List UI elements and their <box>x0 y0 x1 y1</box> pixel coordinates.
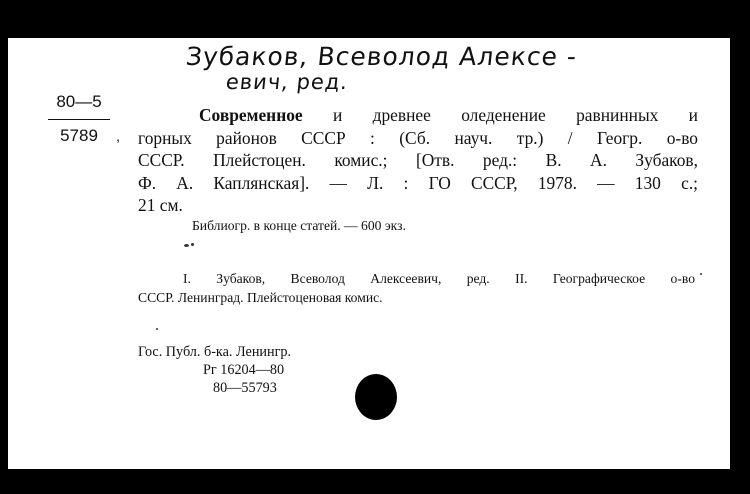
handwritten-heading-line2: евич, ред. <box>224 70 350 94</box>
library-line-1: Гос. Публ. б-ка. Ленингр. <box>138 344 292 360</box>
bibliographic-entry <box>138 104 698 217</box>
call-number <box>46 92 120 146</box>
library-line-2: Рг 16204—80 <box>203 362 285 378</box>
call-number-bottom: 5789 <box>60 126 98 145</box>
entry-line-2: горных районов СССР : (Сб. науч. тр.) / Геогр. о-во <box>138 127 698 148</box>
call-number-bottom-wrap <box>46 126 120 146</box>
punch-hole <box>355 374 397 420</box>
tracings-line-1: I. Зубаков, Всеволод Алексеевич, ред. II. Географическое о-во <box>183 271 695 286</box>
library-line-3: 80—55793 <box>213 380 277 396</box>
entry-line-3: СССР. Плейстоцен. комис.; [Отв. ред.: В. А. Зубаков, <box>138 150 698 170</box>
call-number-top: 80—5 <box>56 92 102 111</box>
ink-speck <box>191 243 194 246</box>
tracings-line-2: СССР. Ленинград. Плейстоценовая комис. <box>138 290 383 305</box>
call-number-mark: , <box>116 128 120 144</box>
entry-line-5: 21 см. <box>138 195 183 215</box>
ink-speck <box>156 328 158 330</box>
catalog-card <box>8 38 730 469</box>
entry-line-1: Современное и древнее оледенение равнинных и <box>199 105 698 125</box>
ink-speck <box>700 273 702 275</box>
handwritten-heading-line1: Зубаков, Всеволод Алексе - <box>184 42 579 71</box>
entry-line-4: Ф. А. Каплянская]. — Л. : ГО СССР, 1978. — 130 с.; <box>138 172 698 193</box>
call-number-divider <box>48 119 110 120</box>
bibliography-note: Библиогр. в конце статей. — 600 экз. <box>192 218 406 233</box>
ink-speck <box>184 244 189 247</box>
